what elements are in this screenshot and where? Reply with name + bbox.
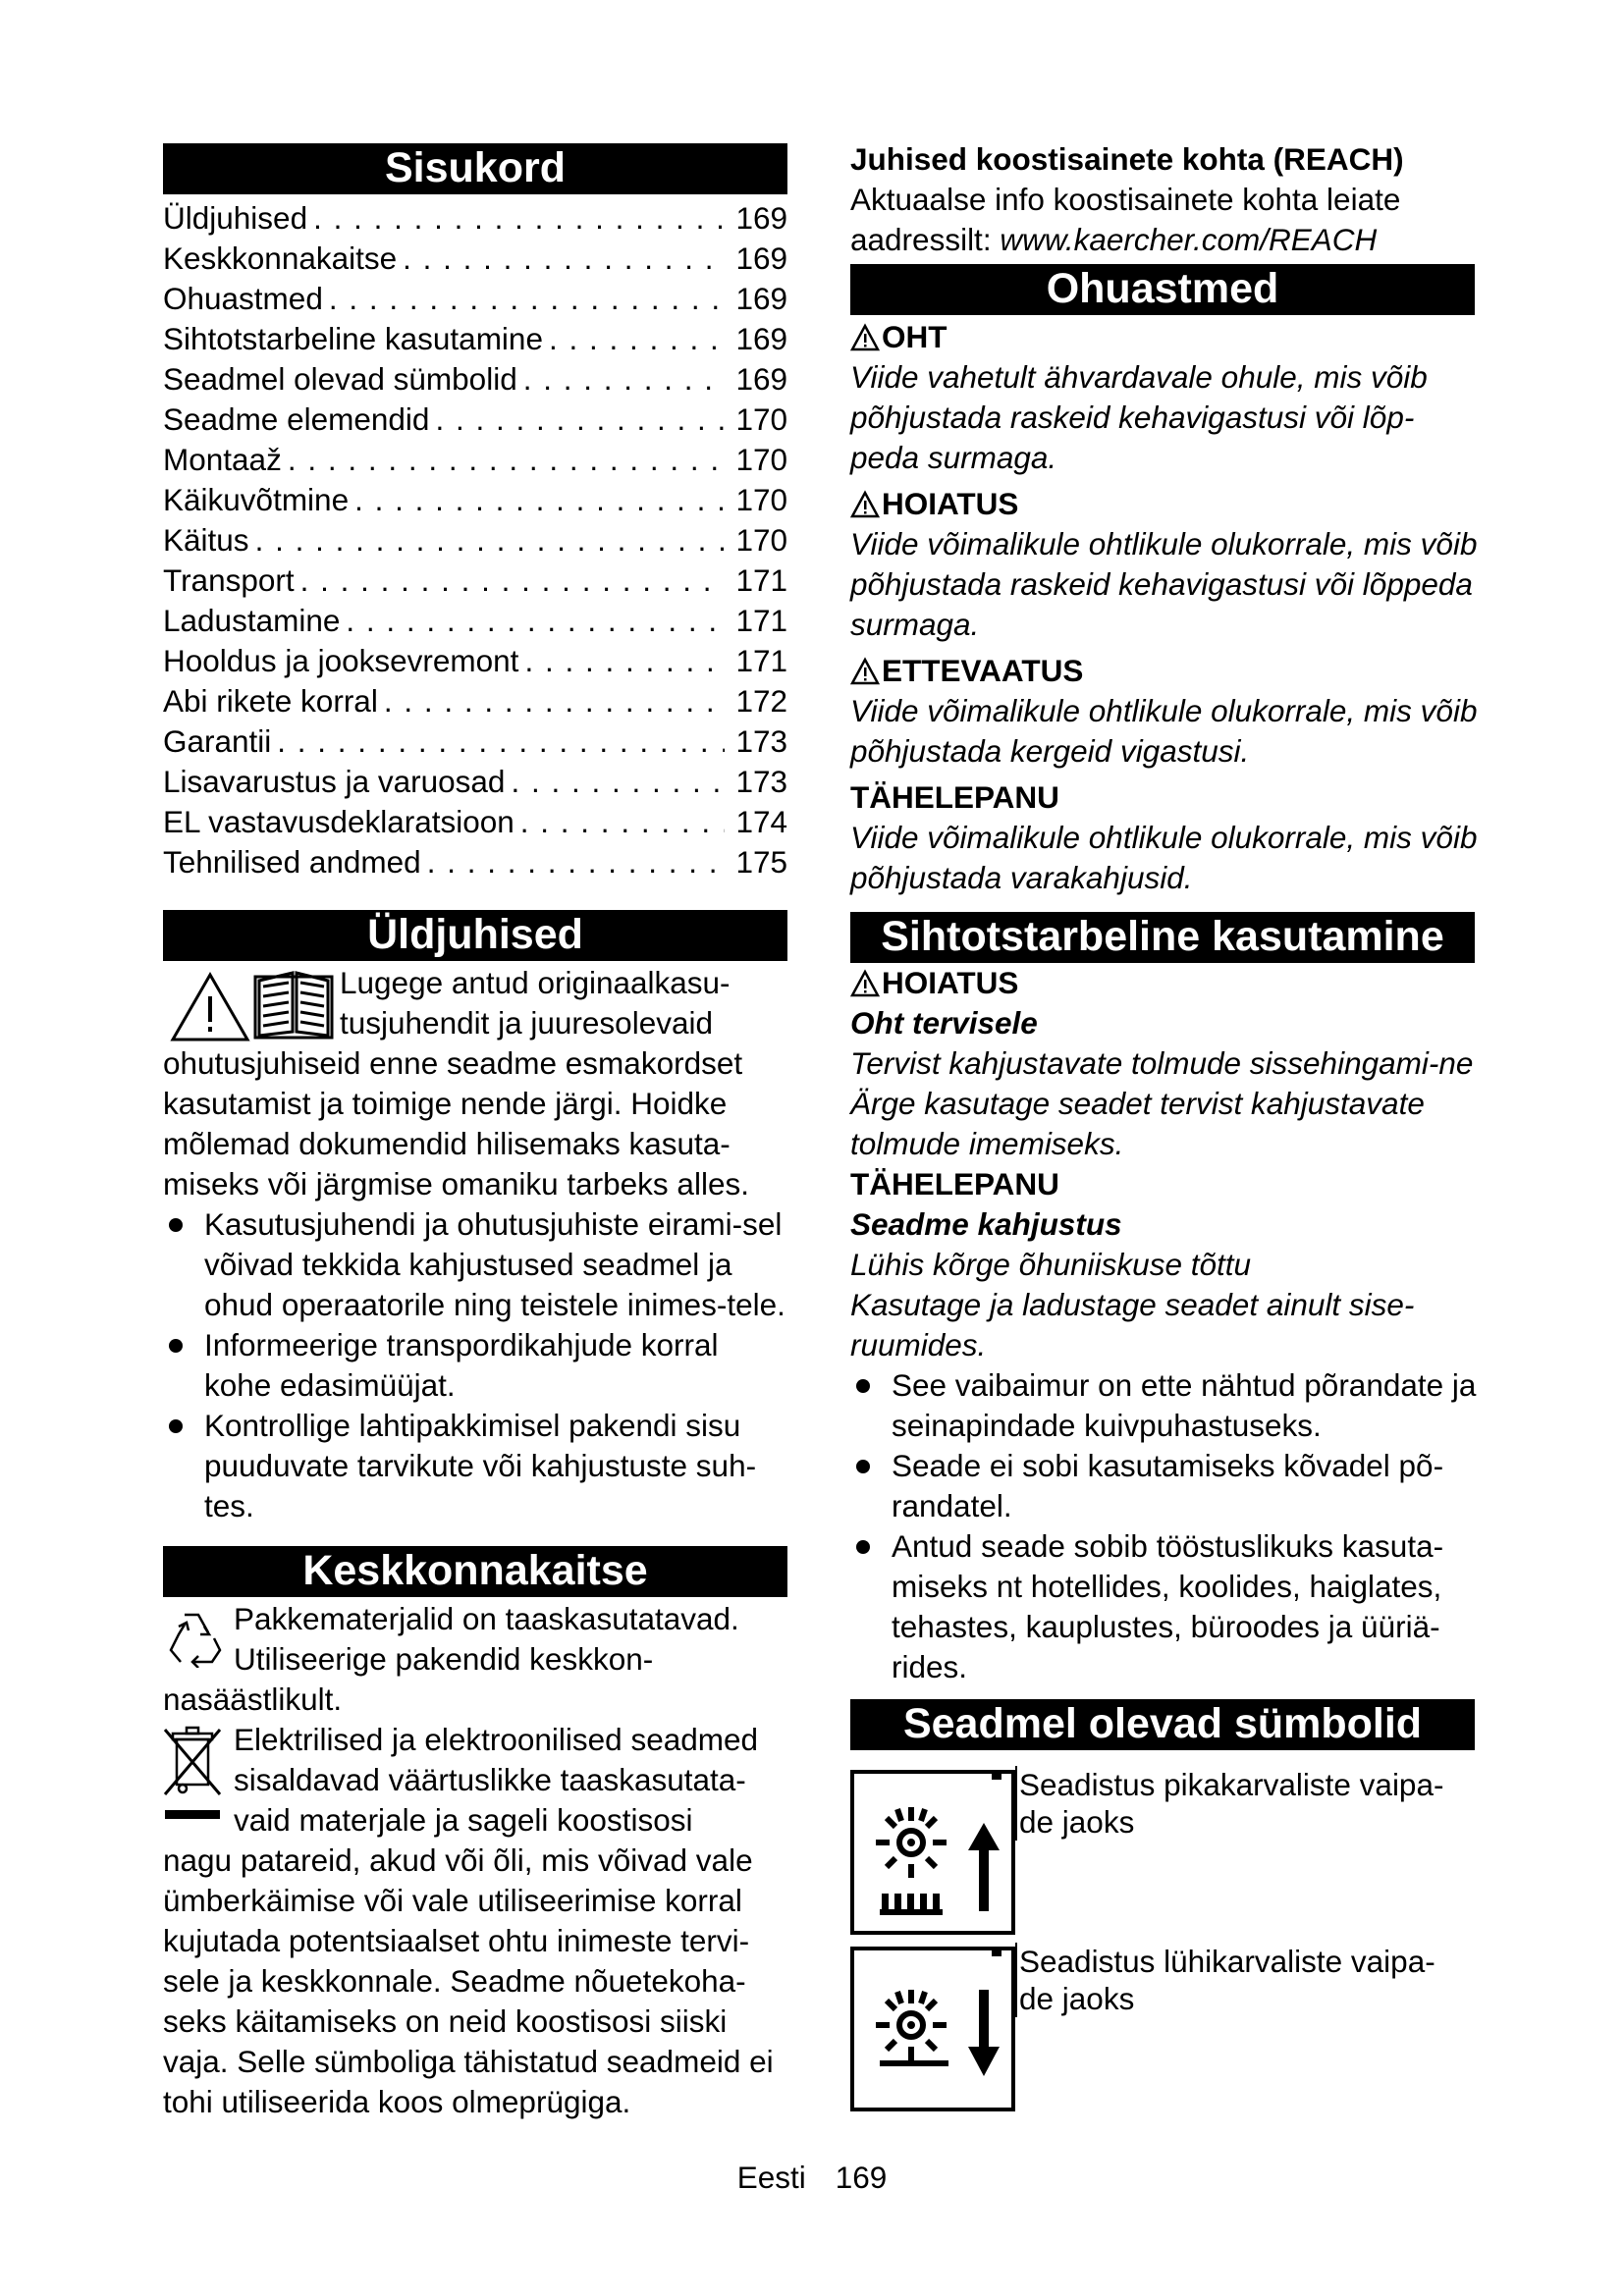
list-item: Antud seade sobib tööstuslikuks kasuta-miseks nt hotellides, koolides, haiglates, tehastes, kauplustes, büroodes ja üüriä-rides.	[850, 1526, 1479, 1687]
notice-label: TÄHELEPANU	[850, 779, 1059, 815]
warning-triangle-icon	[850, 657, 880, 686]
bullet-icon	[169, 1339, 183, 1353]
toc-entry[interactable]: Käitus . . . 170	[163, 520, 787, 561]
general-intro-text: ohutusjuhiseid enne seadme esmakordset kasutamist ja toimige nende järgi. Hoidke mõlemad dokumendid hilisemaks kasuta-miseks või järgmise omaniku tarbeks alles.	[163, 1045, 749, 1201]
general-intro-line-1: Lugege antud originaalkasu-	[340, 965, 731, 1000]
warning-triangle-icon	[169, 971, 251, 1043]
list-item: Kasutusjuhendi ja ohutusjuhiste eirami-sel võivad tekkida kahjustused seadmel ja ohud operaatorile ning teistele inimes-tele.	[163, 1204, 787, 1325]
symbol-row	[850, 1767, 1479, 1945]
toc-entry[interactable]: Seadmel olevad sümbolid . . . 169	[163, 359, 787, 400]
toc-entry[interactable]: Seadme elemendid . . . 170	[163, 400, 787, 440]
toc-entry[interactable]: Keskkonnakaitse . . . 169	[163, 239, 787, 279]
environment-weee	[163, 1720, 787, 2122]
toc-entry[interactable]: Transport . . . 171	[163, 561, 787, 601]
toc-entry[interactable]: Ohuastmed . . . 169	[163, 279, 787, 319]
symbol-description: Seadistus pikakarvaliste vaipa-de jaoks	[1015, 1766, 1467, 1841]
right-column	[850, 139, 1479, 2121]
toc-entry[interactable]: Sihtotstarbeline kasutamine . . . 169	[163, 319, 787, 359]
toc-heading: Sisukord	[163, 143, 787, 194]
page-number: 169	[835, 2160, 888, 2195]
health-text-2: Ärge kasutage seadet tervist kahjustavate tolmude imemiseks.	[850, 1086, 1425, 1161]
packaging-line-3: nasäästlikult.	[163, 1682, 343, 1717]
list-item: See vaibaimur on ette nähtud põrandate ja seinapindade kuivpuhastuseks.	[850, 1365, 1479, 1446]
hazards-heading: Ohuastmed	[850, 264, 1475, 315]
caution-text: Viide võimalikule ohtlikule olukorrale, mis võib põhjustada kergeid vigastusi.	[850, 693, 1478, 769]
weee-line-3: vaid materjale ja sageli koostisosi	[234, 1802, 693, 1838]
toc-entry[interactable]: Ladustamine . . . 171	[163, 601, 787, 641]
general-heading: Üldjuhised	[163, 910, 787, 961]
bullet-icon	[856, 1540, 870, 1554]
toc-list	[163, 198, 787, 882]
weee-text: nagu patareid, akud või õli, mis võivad vale ümberkäimise või vale utiliseerimise korral kujutada potentsiaalset ohtu inimeste tervi-sele ja keskkonnale. Seadme nõuetekoha-seks käitamiseks on neid koostisosi siiski vaja. Selle sümboliga tähistatud seadmeid ei tohi utiliseerida koos olmeprügiga.	[163, 1842, 774, 2119]
warning-triangle-icon	[850, 323, 880, 352]
health-title: Oht tervisele	[850, 1005, 1038, 1041]
packaging-line-1: Pakkematerjalid on taaskasutatavad.	[234, 1601, 739, 1636]
reach-title: Juhised koostisainete kohta (REACH)	[850, 141, 1404, 177]
intended-use-heading: Sihtotstarbeline kasutamine	[850, 912, 1475, 963]
damage-text-1: Lühis kõrge õhuniiskuse tõttu	[850, 1247, 1252, 1282]
list-item: Kontrollige lahtipakkimisel pakendi sisu puuduvate tarvikute või kahjustuste suh-tes.	[163, 1406, 787, 1526]
bullet-icon	[856, 1460, 870, 1473]
damage-text-2: Kasutage ja ladustage seadet ainult sise-ruumides.	[850, 1287, 1415, 1362]
toc-entry[interactable]: Käikuvõtmine . . . 170	[163, 480, 787, 520]
general-intro-line-2: tusjuhendit ja juuresolevaid	[340, 1005, 713, 1041]
warning-triangle-icon	[850, 969, 880, 998]
list-item: Seade ei sobi kasutamiseks kõvadel põ-randatel.	[850, 1446, 1479, 1526]
toc-entry[interactable]: Montaaž . . . 170	[163, 440, 787, 480]
page-footer	[0, 2158, 1624, 2197]
danger-label: OHT	[850, 317, 1479, 357]
crossed-bin-icon	[163, 1726, 224, 1828]
toc-entry[interactable]: Tehnilised andmed . . . 175	[163, 842, 787, 882]
toc-entry[interactable]: Üldjuhised . . . 169	[163, 198, 787, 239]
recycle-icon	[165, 1607, 226, 1668]
manual-book-icon	[253, 967, 336, 1041]
brush-down-icon	[850, 1947, 1015, 2111]
damage-title: Seadme kahjustus	[850, 1206, 1122, 1242]
intended-use-notice-label: TÄHELEPANU	[850, 1166, 1059, 1201]
toc-entry[interactable]: Garantii . . . 173	[163, 721, 787, 762]
general-intro	[163, 963, 787, 1204]
packaging-line-2: Utiliseerige pakendid keskkon-	[234, 1641, 654, 1677]
warning-text: Viide võimalikule ohtlikule olukorrale, mis võib põhjustada raskeid kehavigastusi või lõppeda surmaga.	[850, 526, 1478, 642]
environment-packaging	[163, 1599, 787, 1720]
environment-heading: Keskkonnakaitse	[163, 1546, 787, 1597]
warning-triangle-icon	[850, 490, 880, 519]
danger-text: Viide vahetult ähvardavale ohule, mis võib põhjustada raskeid kehavigastusi või lõp-peda surmaga.	[850, 359, 1428, 475]
reach-text: Aktuaalse info koostisainete kohta leiate aadressilt: www.kaercher.com/REACH	[850, 182, 1401, 257]
toc-entry[interactable]: Abi rikete korral . . . 172	[163, 681, 787, 721]
reach-link[interactable]: www.kaercher.com/REACH	[1000, 222, 1378, 257]
symbol-row	[850, 1944, 1479, 2121]
general-bullet-list	[163, 1204, 787, 1526]
intended-use-warning-label: HOIATUS	[850, 963, 1479, 1003]
toc-entry[interactable]: Lisavarustus ja varuosad . . . 173	[163, 762, 787, 802]
symbol-description: Seadistus lühikarvaliste vaipa-de jaoks	[1015, 1943, 1467, 2017]
brush-up-icon	[850, 1770, 1015, 1935]
left-column	[163, 143, 787, 2122]
intended-use-bullet-list	[850, 1365, 1479, 1687]
symbols-heading: Seadmel olevad sümbolid	[850, 1699, 1475, 1750]
bullet-icon	[169, 1419, 183, 1433]
bullet-icon	[169, 1218, 183, 1232]
list-item: Informeerige transpordikahjude korral kohe edasimüüjat.	[163, 1325, 787, 1406]
notice-text: Viide võimalikule ohtlikule olukorrale, mis võib põhjustada varakahjusid.	[850, 820, 1478, 895]
warning-label: HOIATUS	[850, 484, 1479, 524]
toc-entry[interactable]: Hooldus ja jooksevremont . . . 171	[163, 641, 787, 681]
toc-entry[interactable]: EL vastavusdeklaratsioon . . . 174	[163, 802, 787, 842]
weee-line-1: Elektrilised ja elektroonilised seadmed	[234, 1722, 759, 1757]
health-text-1: Tervist kahjustavate tolmude sissehingami-ne	[850, 1045, 1474, 1081]
bullet-icon	[856, 1379, 870, 1393]
footer-language: Eesti	[736, 2160, 806, 2195]
weee-line-2: sisaldavad väärtuslikke taaskasutata-	[234, 1762, 746, 1797]
caution-label: ETTEVAATUS	[850, 651, 1479, 691]
